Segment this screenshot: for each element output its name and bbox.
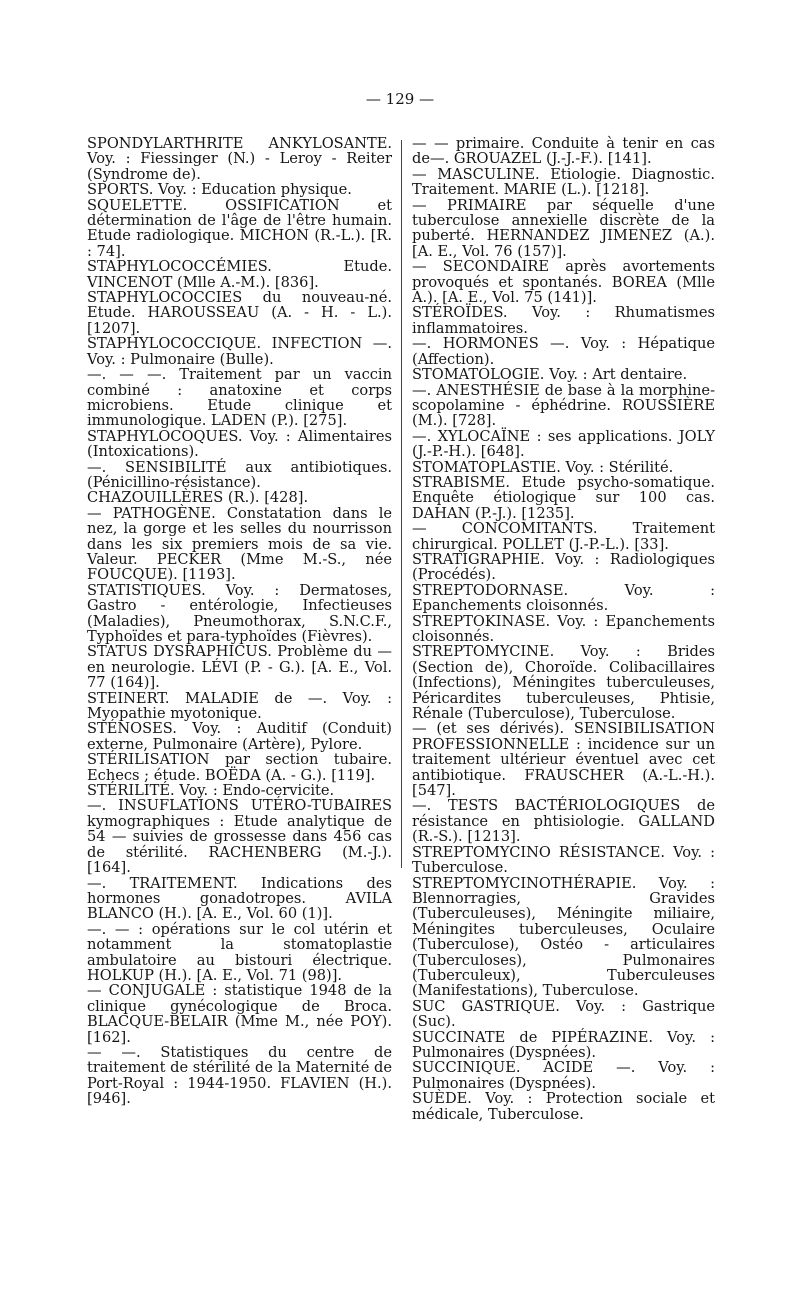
index-entry: SUCCINIQUE. ACIDE —. Voy. : Pulmonaires (Dyspnées). <box>412 1059 715 1092</box>
index-entry: —. TESTS BACTÉRIOLOGIQUES de résistance en phtisiologie. GALLAND (R.-S.). [1213]. <box>412 797 715 846</box>
page-number: — 129 — <box>365 90 435 108</box>
index-entry: — PATHOGÈNE. Constatation dans le nez, la gorge et les selles du nourrisson dans les six premiers mois de sa vie. Valeur. PECKER (Mme M.-S., née FOUCQUE). [1193]. <box>87 504 392 584</box>
index-entry: — SECONDAIRE après avortements provoqués et spontanés. BOREA (Mlle A.). [A. E., Vol. 75 (141)]. <box>412 258 715 307</box>
index-entry: —. — —. Traitement par un vaccin combiné : anatoxine et corps microbiens. Etude clinique et immunologique. LADEN (P.). [275]. <box>87 366 392 430</box>
index-entry: SUC GASTRIQUE. Voy. : Gastrique (Suc). <box>412 997 715 1031</box>
index-entry: STAPHYLOCOQUES. Voy. : Alimentaires (Intoxications). <box>87 427 392 461</box>
index-entry: SPORTS. Voy. : Education physique. <box>87 181 352 199</box>
index-entry: STREPTODORNASE. Voy. : Epanchements cloisonnés. <box>412 581 715 615</box>
index-entry: STATISTIQUES. Voy. : Dermatoses, Gastro - entérologie, Infectieuses (Maladies), Pneumothorax, S.N.C.F., Typhoïdes et para-typhoïdes (Fièvres). <box>87 581 392 645</box>
column-divider <box>401 140 402 868</box>
index-entry: STAPHYLOCOCCÉMIES. Etude. VINCENOT (Mlle A.-M.). [836]. <box>87 258 392 291</box>
index-entry: — PRIMAIRE par séquelle d'une tuberculose annexielle discrète de la puberté. HERNANDEZ JIMENEZ (A.). [A. E., Vol. 76 (157)]. <box>412 196 715 260</box>
right-column <box>412 136 715 1122</box>
index-entry: STÉNOSES. Voy. : Auditif (Conduit) externe, Pulmonaire (Artère), Pylore. <box>87 720 392 753</box>
index-entry: —. HORMONES —. Voy. : Hépatique (Affection). <box>412 335 715 368</box>
index-entry: — — primaire. Conduite à tenir en cas de—. GROUAZEL (J.-J.-F.). [141]. <box>412 135 715 168</box>
index-entry: STÉRILITÉ. Voy. : Endo-cervicite. <box>87 782 335 800</box>
index-entry: —. ANESTHÉSIE de base à la morphine-scopolamine - éphédrine. ROUSSIÈRE (M.). [728]. <box>412 381 715 430</box>
index-entry: STRATIGRAPHIE. Voy. : Radiologiques (Procédés). <box>412 550 715 584</box>
index-entry: STOMATOLOGIE. Voy. : Art dentaire. <box>412 366 688 384</box>
index-entry: STÉRILISATION par section tubaire. Echecs ; étude. BOËDA (A. - G.). [119]. <box>87 751 392 784</box>
index-entry: STÉROÏDES. Voy. : Rhumatismes inflammatoires. <box>412 304 715 337</box>
index-entry: — MASCULINE. Etiologie. Diagnostic. Traitement. MARIE (L.). [1218]. <box>412 165 715 199</box>
index-entry: STAPHYLOCOCCIES du nouveau-né. Etude. HAROUSSEAU (A. - H. - L.). [1207]. <box>87 289 392 337</box>
index-entry: —. — : opérations sur le col utérin et notamment la stomatoplastie ambulatoire au bistouri électrique. HOLKUP (H.). [A. E., Vol. 71 (98)]. <box>87 920 392 984</box>
index-entry: —. INSUFLATIONS UTÉRO-TUBAIRES kymographiques : Etude analytique de 54 — suivies de grossesse dans 456 cas de stérilité. RACHENBERG (M.-J.). [164]. <box>87 797 392 877</box>
index-entry: STEINERT. MALADIE de —. Voy. : Myopathie myotonique. <box>87 689 392 723</box>
index-entry: STOMATOPLASTIE. Voy. : Stérilité. <box>412 458 674 476</box>
index-entry: STAPHYLOCOCCIQUE. INFECTION —. Voy. : Pulmonaire (Bulle). <box>87 335 392 368</box>
index-entry: SQUELETTE. OSSIFICATION et détermination de l'âge de l'être humain. Etude radiologique. MICHON (R.-L.). [R. : 74]. <box>87 196 392 260</box>
index-entry: —. XYLOCAÏNE : ses applications. JOLY (J.-P.-H.). [648]. <box>412 427 715 461</box>
index-entry: STATUS DYSRAPHICUS. Problème du — en neurologie. LÉVI (P. - G.). [A. E., Vol. 77 (164)]. <box>87 643 392 692</box>
index-entry: STREPTOMYCINO RÉSISTANCE. Voy. : Tuberculose. <box>412 843 715 877</box>
index-entry: — —. Statistiques du centre de traitement de stérilité de la Maternité de Port-Royal : 1944-1950. FLAVIEN (H.). [946]. <box>87 1043 392 1108</box>
index-entry: STREPTOMYCINOTHÉRAPIE. Voy. : Blennorragies, Gravides (Tuberculeuses), Méningite miliaire, Méningites tuberculeuses, Oculaire (Tuberculose), Ostéo - articulaires (Tuberculoses), Pulmonaires (Tuberculeux), Tuberculeuses (Manifestations), Tuberculose. <box>412 874 715 1000</box>
index-entry: STREPTOKINASE. Voy. : Epanchements cloisonnés. <box>412 612 715 645</box>
index-entry: SUCCINATE de PIPÉRAZINE. Voy. : Pulmonaires (Dyspnées). <box>412 1028 715 1061</box>
index-entry: —. SENSIBILITÉ aux antibiotiques. (Pénicillino-résistance). CHAZOUILLÈRES (R.). [428]. <box>87 458 392 507</box>
index-entry: SPONDYLARTHRITE ANKYLOSANTE. Voy. : Fiessinger (N.) - Leroy - Reiter (Syndrome de). <box>87 135 392 183</box>
left-column <box>87 136 392 1107</box>
index-entry: STRABISME. Etude psycho-somatique. Enquête étiologique sur 100 cas. DAHAN (P.-J.). [1235]. <box>412 473 715 522</box>
index-entry: SUÈDE. Voy. : Protection sociale et médicale, Tuberculose. <box>412 1090 715 1123</box>
index-entry: STREPTOMYCINE. Voy. : Brides (Section de), Choroïde. Colibacillaires (Infections), Méningites tuberculeuses, Péricardites tuberculeuses, Phtisie, Rénale (Tuberculose), Tuberculose. <box>412 643 715 723</box>
index-entry: — CONJUGALE : statistique 1948 de la clinique gynécologique de Broca. BLACQUE-BELAIR (Mme M., née POY). [162]. <box>87 982 392 1046</box>
index-entry: —. TRAITEMENT. Indications des hormones gonadotropes. AVILA BLANCO (H.). [A. E., Vol. 60 (1)]. <box>87 874 392 923</box>
index-entry: — CONCOMITANTS. Traitement chirurgical. POLLET (J.-P.-L.). [33]. <box>412 520 715 553</box>
index-entry: — (et ses dérivés). SENSIBILISATION PROFESSIONNELLE : incidence sur un traitement ultérieur éventuel avec cet antibiotique. FRAUSCHER (A.-L.-H.). [547]. <box>412 720 715 800</box>
